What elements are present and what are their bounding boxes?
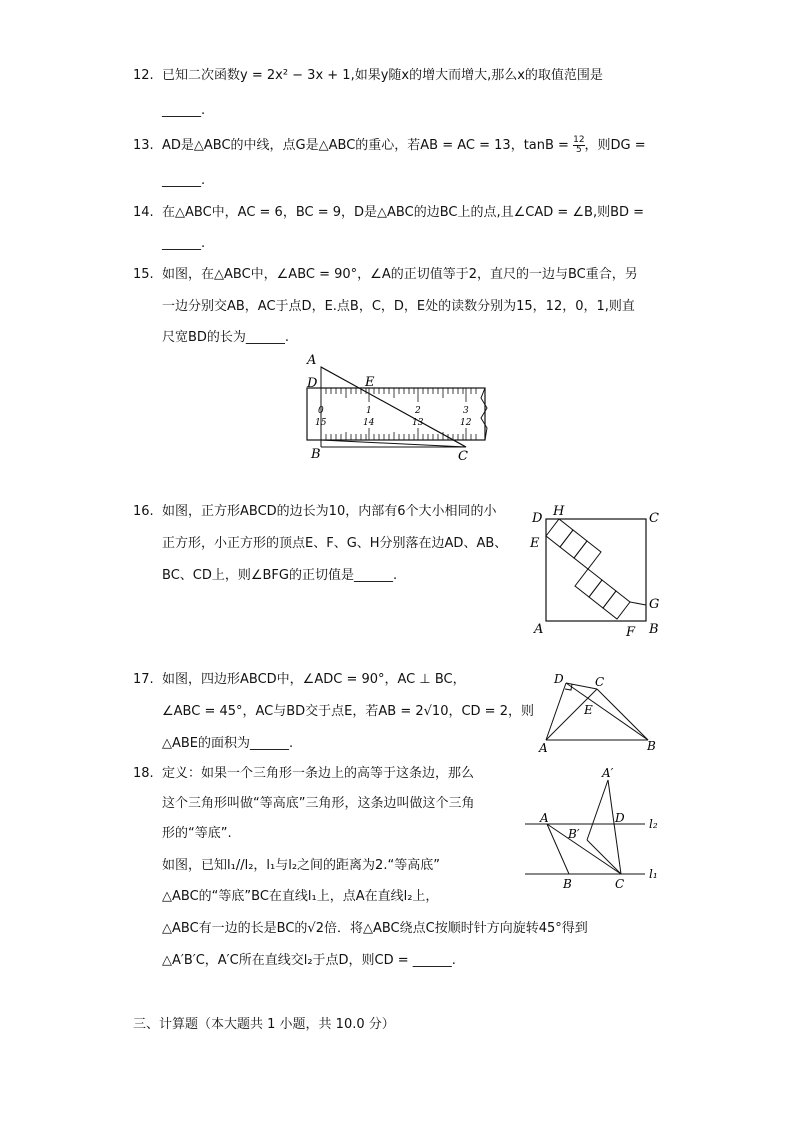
label-e: E [584,703,593,717]
hypotenuse-ac [321,367,466,447]
q12-line-2: ______. [162,103,206,118]
label-b: B [649,622,659,637]
q17-line-3: △ABE的面积为______. [162,736,294,751]
label-d: D [532,511,543,526]
q18-line-5: △ABC的“等底”BC在直线l₁上，点A在直线l₂上， [162,889,439,904]
label-e: E [365,375,375,390]
label-c: C [595,675,605,689]
segment-ad [546,683,566,740]
label-c: C [458,449,468,464]
frac-numerator: 12 [573,135,585,145]
q12-number: 12. [133,68,154,83]
label-d: D [554,672,564,686]
ruler-body [307,388,485,440]
section-heading: 三、计算题（本大题共 1 小题，共 10.0 分） [133,1017,395,1032]
q15-number: 15. [133,267,154,282]
label-d: D [307,376,318,391]
label-a: A [534,622,544,637]
small-square-2 [560,530,587,558]
label-l1: l₁ [649,867,658,881]
quad-lines [546,683,648,740]
q16-line-2: 正方形，小正方形的顶点E、F、G、H分别落在边AD、AB、 [162,536,508,551]
q18-line-6: △ABC有一边的长是BC的√2倍．将△ABC绕点C按顺时针方向旋转45°得到 [162,921,588,936]
small-square-1 [546,519,573,547]
small-squares [546,519,646,619]
ruler-top-1: 1 [366,406,372,416]
q18-line-7: △A′B′C，A′C所在直线交l₂于点D，则CD = ______. [162,953,456,968]
q15-line-1: 如图，在△ABC中，∠ABC = 90°，∠A的正切值等于2，直尺的一边与BC重合，另 [162,267,638,282]
ruler-ticks-top [321,388,476,402]
label-a: A [539,741,548,755]
label-f: F [626,625,636,640]
q18-line-3: 形的“等底”. [162,826,232,841]
label-c: C [615,877,625,891]
label-b-prime: B′ [568,827,580,841]
q14-number: 14. [133,205,154,220]
fig18-point-labels [539,766,658,891]
segment-b2c [587,840,621,874]
q13-line-2: ______. [162,173,206,188]
figure-16-square [526,502,666,642]
q13-line-1-a: AD是△ABC的中线，点G是△ABC的重心，若AB = AC = 13，tanB = [162,138,574,153]
q18-number: 18. [133,766,154,781]
label-e: E [530,536,540,551]
figure-17-quadrilateral [536,668,666,756]
q12-line-1: 已知二次函数y = 2x² − 3x + 1,如果y随x的增大而增大,那么x的取值范围是 [162,68,603,83]
label-a: A [540,811,549,825]
label-d: D [615,811,625,825]
small-square-4 [575,569,602,597]
label-g: G [649,597,660,612]
ruler-top-3: 3 [463,406,469,416]
q18-line-2: 这个三角形叫做“等高底”三角形，这条边叫做这个三角 [162,796,475,811]
q13-number: 13. [133,138,154,153]
q16-line-1: 如图，正方形ABCD的边长为10，内部有6个大小相同的小 [162,504,497,519]
ruler-bottom-12: 12 [460,418,472,428]
ruler-bottom-13: 13 [412,418,424,428]
fig18-lines [525,780,645,874]
ruler-break [481,388,487,440]
segment-cb [597,689,648,740]
figure-15-ruler [295,350,500,465]
label-c: C [649,511,659,526]
label-b: B [647,739,656,753]
label-b: B [311,447,321,462]
ruler-ticks-bottom [321,428,476,440]
small-square-5 [589,580,616,608]
ruler-labels-bottom [315,418,472,428]
q17-line-1: 如图，四边形ABCD中，∠ADC = 90°，AC ⊥ BC， [162,672,466,687]
ruler-bottom-14: 14 [363,418,375,428]
q16-number: 16. [133,504,154,519]
ruler-top-0: 0 [318,406,324,416]
q13-line-1 [162,136,646,156]
q17-line-2: ∠ABC = 45°，AC与BD交于点E，若AB = 2√10，CD = 2，则 [162,704,534,719]
q15-line-2: 一边分别交AB，AC于点D，E.点B，C，D，E处的读数分别为15，12，0，1,则直 [162,299,635,314]
square-abcd [546,519,646,621]
segment-to-g [630,602,646,605]
q18-line-1: 定义：如果一个三角形一条边上的高等于这条边，那么 [162,766,475,781]
small-square-3 [574,541,601,569]
label-h: H [553,504,565,519]
ruler-bottom-15: 15 [315,418,327,428]
label-a: A [307,353,317,368]
small-square-6 [603,591,630,619]
fig16-point-labels [529,504,659,640]
frac-denominator: 5 [575,145,582,155]
ruler-top-2: 2 [415,406,421,416]
segment-a2c [608,780,621,874]
label-a-prime: A′ [602,766,614,780]
q16-line-3: BC、CD上，则∠BFG的正切值是______. [162,568,398,583]
q18-line-4: 如图，已知l₁//l₂，l₁与l₂之间的距离为2.“等高底” [162,858,440,873]
label-l2: l₂ [649,817,658,831]
q14-line-1: 在△ABC中，AC = 6，BC = 9，D是△ABC的边BC上的点,且∠CAD = ∠B,则BD = [162,205,645,220]
q17-number: 17. [133,672,154,687]
segment-db [566,683,648,740]
figure-18-parallel-lines [520,762,670,892]
q14-line-2: ______. [162,236,206,251]
q15-line-3: 尺宽BD的长为______. [162,330,290,345]
tanb-fraction [573,136,584,155]
q13-line-1-b: ，则DG = [584,138,646,153]
segment-a2b2 [587,780,608,840]
label-b: B [563,877,572,891]
